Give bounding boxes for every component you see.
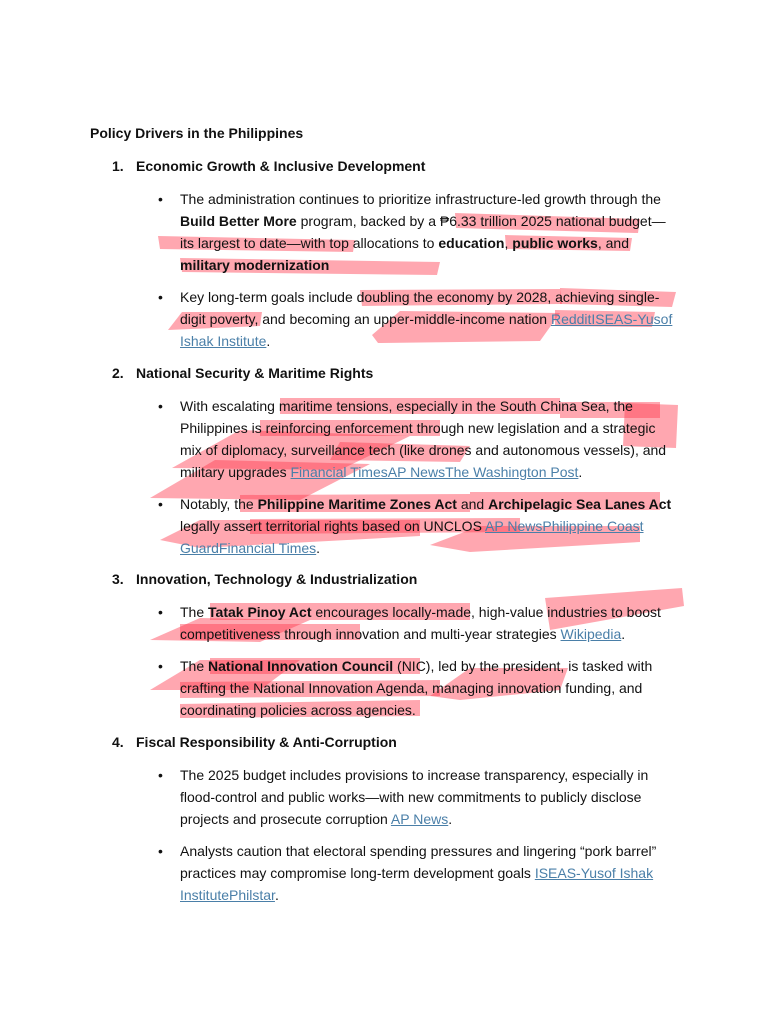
list-item: • Notably, the Philippine Maritime Zones Act and Archipelagic Sea Lanes Act legally assert territorial rights based on UNCLOS AP NewsPhilippine Coast GuardFinancial Times. [158, 493, 678, 559]
section-title-national-security: 2. National Security & Maritime Rights [112, 365, 374, 381]
source-link[interactable]: ISEAS-Yusof Ishak InstitutePhilstar [180, 865, 654, 903]
list-item: • The National Innovation Council (NIC), led by the president, is tasked with crafting the National Innovation Agenda, managing innovation funding, and coordinating policies across agencies. [158, 655, 678, 721]
list-item: • With escalating maritime tensions, especially in the South China Sea, the Philippines is reinforcing enforcement through new legislation and a strategic mix of diplomacy, surveillance tech (like drones and autonomous vessels), and military upgrades Financial TimesAP NewsThe Washington Post. [158, 395, 678, 483]
source-link[interactable]: Wikipedia [560, 626, 622, 642]
list-item: • Key long-term goals include doubling the economy by 2028, achieving single-digit poverty, and becoming an upper-middle-income nation RedditISEAS-Yusof Ishak Institute. [158, 286, 678, 352]
bullet: • [158, 398, 163, 414]
page-title: Policy Drivers in the Philippines [90, 125, 304, 141]
bullet: • [158, 191, 163, 207]
source-link[interactable]: AP NewsPhilippine Coast GuardFinancial Times [180, 518, 644, 556]
source-link[interactable]: Financial TimesAP NewsThe Washington Post [290, 464, 579, 480]
list-item: • The administration continues to prioritize infrastructure-led growth through the Build Better More program, backed by a ₱6.33 trillion 2025 national budget—its largest to date—with top allocations to education, public works, and military modernization [158, 188, 678, 276]
source-link[interactable]: AP News [390, 811, 449, 827]
bullet: • [158, 843, 163, 859]
bullet: • [158, 658, 163, 674]
list-item: • Analysts caution that electoral spending pressures and lingering “pork barrel” practices may compromise long-term development goals ISEAS-Yusof Ishak InstitutePhilstar. [158, 840, 678, 906]
list-item: • The Tatak Pinoy Act encourages locally-made, high-value industries to boost competitiveness through innovation and multi-year strategies Wikipedia. [158, 601, 678, 645]
section-title-innovation: 3. Innovation, Technology & Industrialization [112, 571, 418, 587]
section-title-fiscal: 4. Fiscal Responsibility & Anti-Corruption [112, 734, 397, 750]
bullet: • [158, 496, 163, 512]
bullet: • [158, 767, 163, 783]
bullet: • [158, 289, 163, 305]
section-title-economic-growth: 1. Economic Growth & Inclusive Development [112, 158, 426, 174]
source-link[interactable]: RedditISEAS-Yusof Ishak Institute [180, 311, 673, 349]
list-item: • The 2025 budget includes provisions to increase transparency, especially in flood-control and public works—with new commitments to publicly disclose projects and prosecute corruption AP News. [158, 764, 678, 830]
bullet: • [158, 604, 163, 620]
